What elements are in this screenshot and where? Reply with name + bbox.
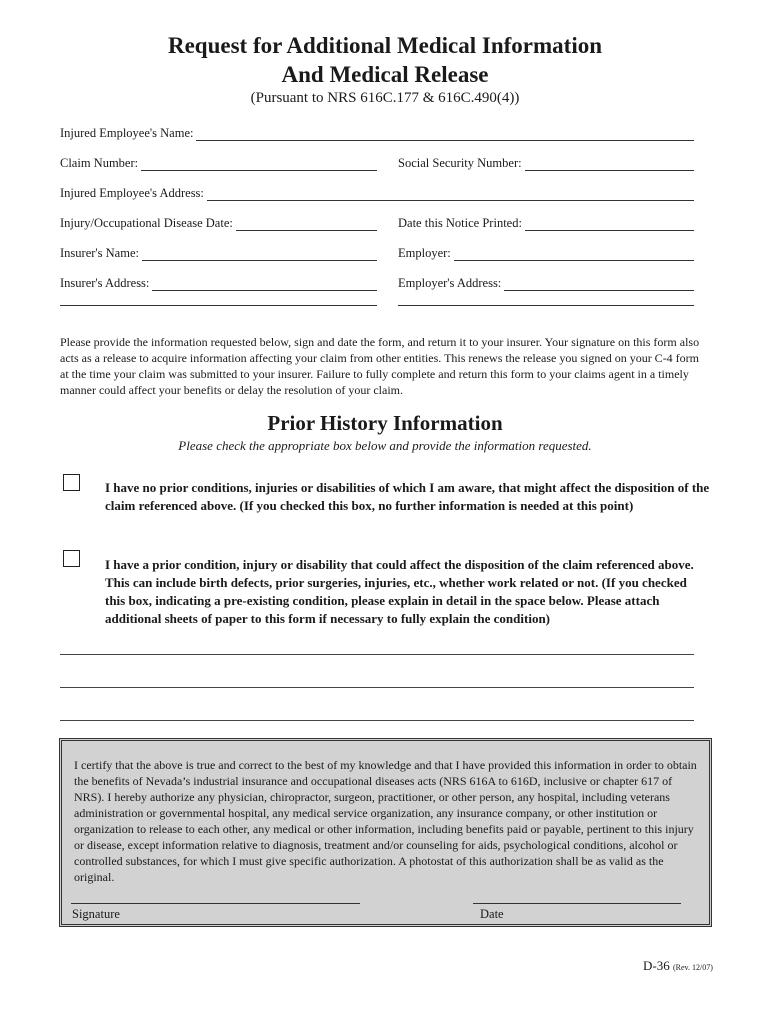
prior-condition-text: I have a prior condition, injury or disability that could affect the disposition of the claim referenced above. This can include birth defects, prior surgeries, injuries, etc., whether work related or not. (If you checked this box, indicating a pre-existing condition, please explain in detail in the space below. Please attach additional sheets of paper to this form if necessary to fully explain the condition) [105, 557, 694, 626]
employee-address-field[interactable] [60, 186, 694, 201]
form-number [643, 958, 713, 974]
explanation-line-3[interactable] [60, 720, 694, 721]
form-revision: (Rev. 12/07) [672, 963, 713, 972]
ssn-line[interactable] [525, 158, 694, 171]
certification-box [59, 738, 712, 927]
employer-address-line-2[interactable] [398, 305, 694, 306]
form-subtitle: (Pursuant to NRS 616C.177 & 616C.490(4)) [250, 90, 520, 106]
date-line[interactable] [473, 903, 681, 904]
injury-date-field[interactable] [60, 216, 377, 231]
employer-address-line[interactable] [504, 278, 694, 291]
no-prior-condition-text: I have no prior conditions, injuries or disabilities of which I am aware, that might affect the disposition of the claim referenced above. (If you checked this box, no further information is needed at this point) [105, 480, 710, 513]
employee-address-line[interactable] [207, 188, 694, 201]
certification-text: I certify that the above is true and correct to the best of my knowledge and that I have provided this information in order to obtain the benefits of Nevada’s industrial insurance and occupational diseases acts (NRS 616A to 616D, inclusive or chapter 617 of NRS). I hereby authorize any physician, chiropractor, surgeon, practitioner, or other person, any hospital, including veterans administration or governmental hospital, any medical service organization, any insurance company, or other institution or organization to release to each other, any medical or other information, including benefits paid or payable, pertinent to this injury or disease, except information relative to diagnosis, treatment and/or counseling for aids, psychological conditions, alcohol or controlled substances, for which I must give specific authorization. A photostat of this authorization shall be as valid as the original. [74, 758, 697, 884]
signature-label: Signature [72, 907, 120, 921]
ssn-field[interactable] [398, 156, 694, 171]
instructions-paragraph: Please provide the information requested below, sign and date the form, and return it to your insurer. Your signature on this form also acts as a release to acquire information affecting your claim from other entities. This renews the release you signed on your C-4 form at the time your claim was submitted to your insurer. Failure to fully complete and return this form to your claims agent in a timely manner could affect your benefits or delay the resolution of your claim. [60, 335, 700, 397]
employer-label: Employer: [398, 246, 451, 260]
signature-line[interactable] [71, 903, 360, 904]
date-printed-label: Date this Notice Printed: [398, 216, 522, 230]
prior-history-title: Prior History Information [267, 411, 503, 435]
injury-date-label: Injury/Occupational Disease Date: [60, 216, 233, 230]
employer-address-field[interactable] [398, 276, 694, 291]
date-label: Date [480, 907, 504, 921]
injury-date-line[interactable] [236, 218, 377, 231]
prior-history-subtitle: Please check the appropriate box below and provide the information requested. [178, 438, 592, 453]
insurer-address-line[interactable] [152, 278, 377, 291]
insurer-address-label: Insurer's Address: [60, 276, 150, 290]
insurer-name-label: Insurer's Name: [60, 246, 139, 260]
employee-name-field[interactable] [60, 126, 694, 141]
form-id: D-36 [643, 958, 670, 973]
employer-address-label: Employer's Address: [398, 276, 502, 290]
claim-number-line[interactable] [141, 158, 377, 171]
date-printed-field[interactable] [398, 216, 694, 231]
explanation-line-2[interactable] [60, 687, 694, 688]
ssn-label: Social Security Number: [398, 156, 522, 170]
claim-number-field[interactable] [60, 156, 377, 171]
insurer-name-field[interactable] [60, 246, 377, 261]
employee-name-line[interactable] [196, 128, 694, 141]
employer-line[interactable] [454, 248, 694, 261]
explanation-line-1[interactable] [60, 654, 694, 655]
employer-field[interactable] [398, 246, 694, 261]
claim-number-label: Claim Number: [60, 156, 139, 170]
insurer-name-line[interactable] [142, 248, 377, 261]
employee-address-label: Injured Employee's Address: [60, 186, 204, 200]
no-prior-condition-checkbox[interactable] [63, 474, 80, 491]
form-title-line-1: Request for Additional Medical Information [167, 33, 603, 58]
employee-name-label: Injured Employee's Name: [60, 126, 194, 140]
form-title-line-2: And Medical Release [281, 62, 489, 87]
insurer-address-field[interactable] [60, 276, 377, 291]
date-printed-line[interactable] [525, 218, 694, 231]
insurer-address-line-2[interactable] [60, 305, 377, 306]
prior-condition-checkbox[interactable] [63, 550, 80, 567]
